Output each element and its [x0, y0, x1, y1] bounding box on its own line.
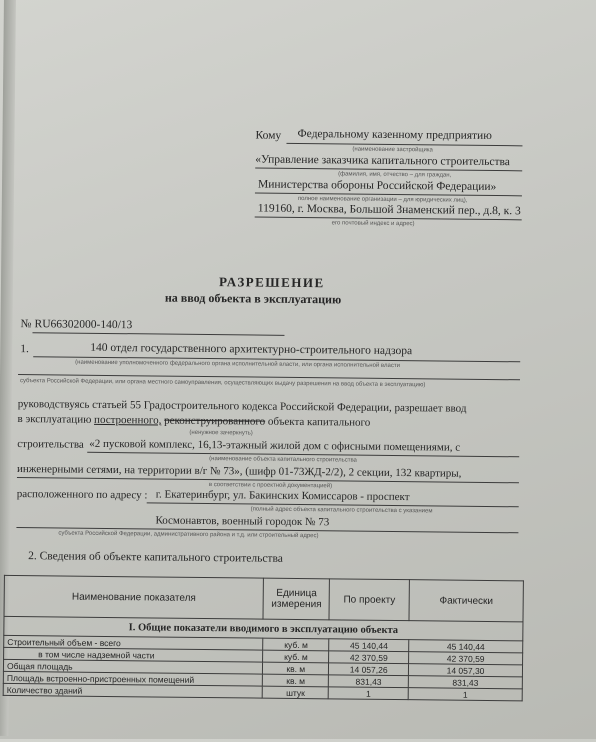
column-header: По проекту — [329, 579, 409, 621]
table-cell: Количество зданий — [3, 683, 262, 698]
addressee-caption4: его почтовый индекс и адрес) — [331, 220, 415, 228]
address-label: расположенного по адресу : — [16, 488, 148, 502]
object-label: строительства — [17, 438, 84, 451]
table-cell: в том числе надземной части — [4, 647, 263, 662]
addressee-line1: Федеральному казенному предприятию — [297, 127, 492, 142]
reconstructed-option: реконструированного — [164, 414, 266, 428]
table-cell: кв. м — [263, 674, 329, 687]
table-cell: 831,43 — [408, 676, 522, 689]
statement-line1: руководствуясь статьей 55 Градостроительного кодекса Российской Федерации, разрешает ввод — [17, 398, 467, 415]
statement-line2 — [18, 414, 371, 429]
object-name-line2: инженерными сетями, на территории в/г № 73», (шифр 01-73ЖД-2/2), 2 секции, 132 квартиры, — [16, 463, 462, 480]
table-cell: 1 — [408, 688, 522, 701]
number-label: № — [20, 318, 32, 331]
statement-text-end: объекта капитального — [267, 415, 371, 429]
table-subheading: I. Общие показатели вводимого в эксплуатацию объекта — [4, 616, 523, 640]
table-cell: Общая площадь — [3, 659, 262, 674]
built-option: построенного, — [94, 413, 162, 427]
table-cell: Площадь встроенно-пристроенных помещений — [3, 671, 262, 686]
strike-caption: (ненужное зачеркнуть) — [189, 429, 253, 437]
table-cell: Строительный объем - всего — [4, 635, 263, 650]
table-cell: 42 370,59 — [409, 652, 523, 665]
authority-caption-a: (наименование уполномоченного федерального органа исполнительной власти, или органа исполнительной власти — [75, 359, 400, 370]
to-label: Кому — [255, 129, 282, 142]
table-cell: 45 140,44 — [409, 640, 523, 653]
table-cell: 14 057,30 — [409, 664, 523, 677]
statement-text: в эксплуатацию — [17, 413, 92, 426]
document-subtitle: на ввод объекта в эксплуатацию — [164, 290, 342, 307]
authority-caption-b: субъекта Российской Федерации, или органа местного самоуправления, осуществляющих выдачу разрешения на ввод объекта в эксплуатацию) — [19, 378, 426, 389]
underline — [286, 143, 522, 146]
address-line2: Космонавтов, военный городок № 73 — [155, 514, 330, 529]
section2-heading: 2. Сведения об объекте капитального строительства — [28, 550, 283, 565]
table-cell: куб. м — [263, 650, 329, 663]
issuing-authority: 140 отдел государственного архитектурно-строительного надзора — [90, 341, 413, 358]
column-header: Единица измерения — [263, 578, 329, 620]
object-info-table — [3, 575, 524, 701]
table-cell: штук — [263, 686, 329, 699]
addressee-line3: Министерства обороны Российской Федерации» — [257, 178, 497, 194]
column-header: Фактически — [409, 580, 523, 622]
table-cell: 1 — [328, 687, 408, 700]
addressee-caption2: (фамилия, имя, отчество – для граждан, — [338, 171, 452, 179]
addressee-caption3: полное наименование организации – для юридических лиц), — [297, 195, 468, 204]
addressee-line2: «Управление заказчика капитального строительства — [255, 153, 511, 169]
addressee-caption1: (наименование застройщика — [352, 146, 433, 154]
address-caption: (полный адрес объекта капитального строительства с указанием — [250, 506, 433, 515]
permit-number: RU66302000-140/13 — [34, 318, 133, 332]
addressee-line4: 119160, г. Москва, Большой Знаменский пер., д.8, к. 3 — [257, 202, 521, 218]
underline — [32, 332, 284, 336]
project-caption: в соответствии с проектной документацией) — [208, 482, 333, 490]
column-header: Наименование показателя — [4, 575, 264, 619]
address-caption2: субъекта Российской Федерации, административного района и т.д. или строительный адрес) — [58, 530, 319, 540]
table-cell: 42 370,59 — [329, 651, 409, 664]
table-cell: 45 140,44 — [329, 639, 409, 652]
object-name-line1: «2 пусковой комплекс, 16,13-этажный жилой дом с офисными помещениями, с — [89, 437, 461, 454]
table-header-row — [4, 575, 523, 621]
section1-label: 1. — [20, 343, 29, 356]
document-title: РАЗРЕШЕНИЕ — [218, 274, 325, 291]
table-cell: кв. м — [263, 662, 329, 675]
table-cell: 831,43 — [329, 675, 409, 688]
table-cell: 14 057,26 — [329, 663, 409, 676]
object-caption: (наименование объекта капитального строительства — [209, 456, 357, 464]
table-cell: куб. м — [263, 638, 329, 651]
address-line1: г. Екатеринбург, ул. Бакинских Комиссаров - проспект — [155, 488, 410, 504]
